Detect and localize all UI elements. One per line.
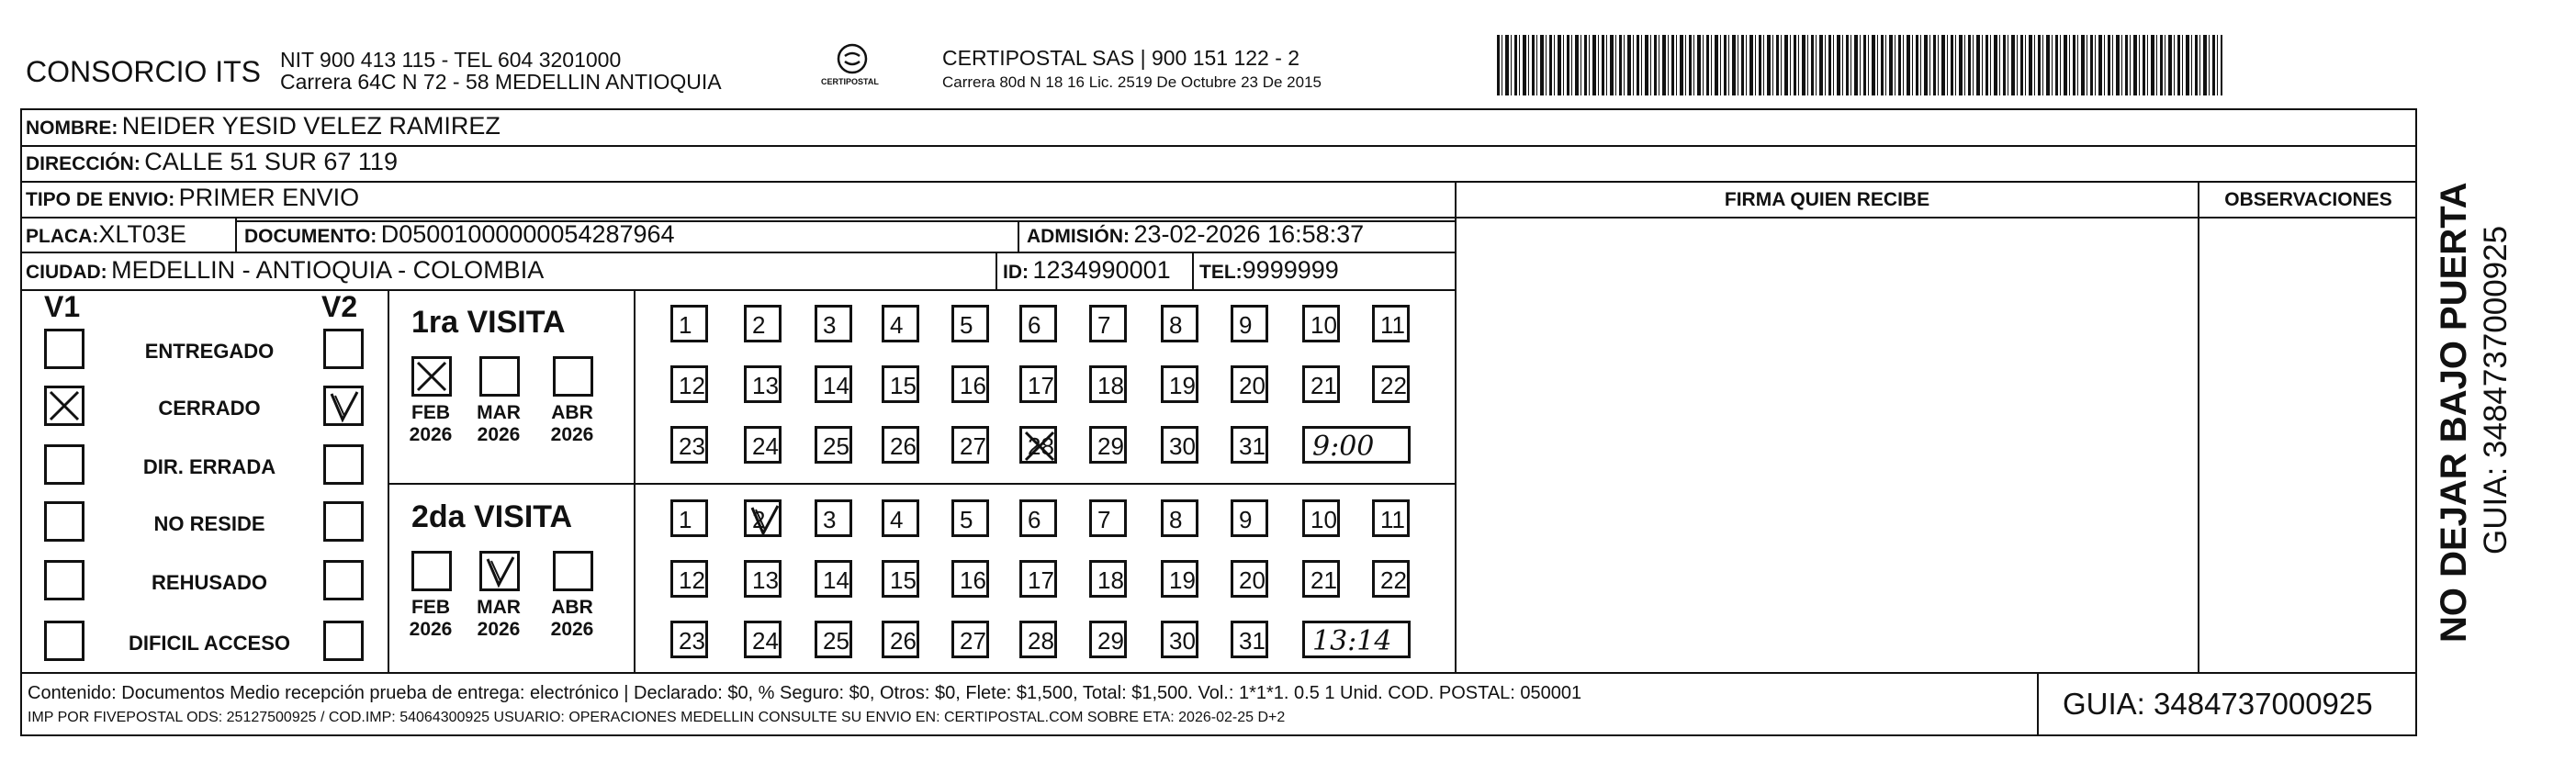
nombre-value: NEIDER YESID VELEZ RAMIREZ (121, 112, 501, 140)
col-divider (2037, 672, 2039, 736)
day-number: 16 (960, 566, 986, 594)
col-divider (634, 289, 636, 673)
col-divider (388, 289, 389, 673)
day-number: 25 (823, 627, 849, 655)
v1-checkbox[interactable] (44, 329, 84, 369)
day-number: 28 (1028, 627, 1054, 655)
day-cell[interactable] (1019, 499, 1057, 537)
id-value: 1234990001 (1032, 256, 1171, 284)
day-number: 1 (679, 506, 692, 533)
month-year: 2026 (477, 424, 521, 445)
month-year: 2026 (477, 619, 521, 640)
v1-header: V1 (44, 290, 81, 323)
v2-header: V2 (321, 290, 358, 323)
status-label: DIFICIL ACCESO (128, 632, 290, 655)
day-number: 24 (752, 627, 779, 655)
day-number: 23 (679, 432, 705, 460)
day-number: 27 (960, 627, 986, 655)
ciudad-value: MEDELLIN - ANTIOQUIA - COLOMBIA (111, 256, 545, 284)
day-cell[interactable] (882, 621, 919, 658)
day-number: 24 (752, 432, 779, 460)
day-cell[interactable] (951, 499, 989, 537)
day-number: 4 (890, 311, 904, 339)
month-year: 2026 (550, 424, 594, 445)
day-number: 20 (1239, 372, 1266, 399)
day-number: 6 (1028, 506, 1041, 533)
month-year: 2026 (409, 619, 453, 640)
v1-checkbox[interactable] (44, 560, 84, 600)
barcode (1497, 35, 2222, 95)
v2-checkbox[interactable] (323, 621, 364, 661)
day-number: 22 (1380, 372, 1407, 399)
v2-checkbox[interactable] (323, 501, 364, 542)
no-dejar-warning: NO DEJAR BAJO PUERTA (2434, 182, 2474, 643)
col-divider (2198, 181, 2199, 673)
day-number: 8 (1169, 311, 1183, 339)
day-cell[interactable] (882, 499, 919, 537)
month-checkbox[interactable] (553, 551, 593, 591)
logo-text: CERTIPOSTAL (821, 77, 879, 86)
day-cell[interactable] (744, 560, 782, 598)
day-cell[interactable] (1089, 426, 1127, 464)
documento-value: D05001000000054287964 (380, 220, 675, 248)
day-number: 20 (1239, 566, 1266, 594)
day-cell[interactable] (951, 365, 989, 403)
month-label (408, 402, 454, 446)
day-cell[interactable] (815, 621, 852, 658)
day-cell[interactable] (1019, 426, 1057, 464)
day-number: 5 (960, 506, 973, 533)
month-checkbox[interactable] (479, 551, 520, 591)
month-checkbox[interactable] (553, 356, 593, 397)
status-label: DIR. ERRADA (142, 455, 276, 478)
day-cell[interactable] (1302, 365, 1340, 403)
day-cell[interactable] (1231, 621, 1268, 658)
day-number: 29 (1097, 432, 1124, 460)
day-cell[interactable] (744, 621, 782, 658)
day-cell[interactable] (1372, 305, 1410, 342)
col-divider (1018, 220, 1019, 252)
day-cell[interactable] (882, 560, 919, 598)
day-number: 12 (679, 372, 705, 399)
row-divider (20, 252, 1455, 253)
day-cell[interactable] (1302, 305, 1340, 342)
day-cell[interactable] (1161, 365, 1198, 403)
day-number: 3 (823, 506, 837, 533)
certipostal-line2: Carrera 80d N 18 16 Lic. 2519 De Octubre 23 De 2015 (942, 73, 1322, 91)
day-cell[interactable] (1089, 499, 1127, 537)
company-address: Carrera 64C N 72 - 58 MEDELLIN ANTIOQUIA (280, 70, 722, 94)
time-handwritten: 13:14 (1312, 625, 1392, 657)
tel-value: 9999999 (1242, 256, 1339, 284)
day-cell[interactable] (1161, 560, 1198, 598)
observaciones-header: OBSERVACIONES (2224, 189, 2392, 210)
day-cell[interactable] (815, 305, 852, 342)
day-number: 19 (1169, 372, 1196, 399)
day-cell[interactable] (951, 426, 989, 464)
day-cell[interactable] (951, 621, 989, 658)
direccion-value: CALLE 51 SUR 67 119 (144, 148, 398, 175)
day-cell[interactable] (1372, 560, 1410, 598)
month-label (476, 402, 522, 446)
day-cell[interactable] (882, 426, 919, 464)
day-number: 26 (890, 432, 917, 460)
month-label (408, 597, 454, 641)
day-number: 5 (960, 311, 973, 339)
month-label (549, 597, 595, 641)
company-name: CONSORCIO ITS (26, 55, 262, 88)
day-number: 10 (1310, 506, 1337, 533)
documento-label: DOCUMENTO: (244, 226, 377, 247)
day-number: 2 (752, 506, 766, 533)
day-cell[interactable] (1089, 621, 1127, 658)
day-cell[interactable] (1302, 560, 1340, 598)
id-label: ID: (1003, 262, 1029, 283)
day-number: 7 (1097, 311, 1111, 339)
day-cell[interactable] (1089, 365, 1127, 403)
day-cell[interactable] (1231, 426, 1268, 464)
placa-value: XLT03E (98, 220, 186, 248)
v1-checkbox[interactable] (44, 386, 84, 426)
placa-label: PLACA: (26, 226, 99, 247)
day-cell[interactable] (951, 305, 989, 342)
tipo-envio-value: PRIMER ENVIO (178, 184, 360, 211)
row-divider (20, 145, 2417, 147)
status-label: CERRADO (158, 397, 261, 420)
day-number: 19 (1169, 566, 1196, 594)
time-box[interactable] (1302, 426, 1411, 464)
status-label: NO RESIDE (153, 512, 265, 535)
v1-checkbox[interactable] (44, 501, 84, 542)
day-cell[interactable] (1161, 305, 1198, 342)
day-cell[interactable] (1161, 426, 1198, 464)
time-handwritten: 9:00 (1312, 431, 1375, 463)
day-number: 15 (890, 372, 917, 399)
day-cell[interactable] (815, 365, 852, 403)
day-number: 25 (823, 432, 849, 460)
day-number: 30 (1169, 627, 1196, 655)
day-number: 1 (679, 311, 692, 339)
day-cell[interactable] (815, 426, 852, 464)
day-number: 18 (1097, 566, 1124, 594)
day-cell[interactable] (815, 499, 852, 537)
day-cell[interactable] (744, 365, 782, 403)
row-divider (20, 289, 1455, 291)
day-cell[interactable] (1231, 499, 1268, 537)
day-cell[interactable] (1089, 560, 1127, 598)
day-cell[interactable] (670, 621, 708, 658)
month-name: ABR (551, 402, 593, 423)
month-year: 2026 (409, 424, 453, 445)
day-number: 14 (823, 372, 849, 399)
day-number: 14 (823, 566, 849, 594)
day-number: 31 (1239, 627, 1266, 655)
day-number: 15 (890, 566, 917, 594)
day-number: 11 (1380, 311, 1405, 339)
day-cell[interactable] (670, 499, 708, 537)
visit-title: 2da VISITA (411, 499, 573, 534)
day-number: 17 (1028, 566, 1054, 594)
admision-value: 23-02-2026 16:58:37 (1133, 220, 1365, 248)
month-year: 2026 (550, 619, 594, 640)
day-number: 18 (1097, 372, 1124, 399)
day-cell[interactable] (744, 499, 782, 537)
visit-title: 1ra VISITA (411, 305, 566, 340)
day-cell[interactable] (1019, 365, 1057, 403)
day-cell[interactable] (670, 426, 708, 464)
day-cell[interactable] (1372, 365, 1410, 403)
month-checkbox[interactable] (479, 356, 520, 397)
day-number: 26 (890, 627, 917, 655)
footer-guia: GUIA: 3484737000925 (2063, 687, 2373, 721)
day-number: 8 (1169, 506, 1183, 533)
day-cell[interactable] (1019, 305, 1057, 342)
day-cell[interactable] (1019, 560, 1057, 598)
day-number: 27 (960, 432, 986, 460)
company-nit-tel: NIT 900 413 115 - TEL 604 3201000 (280, 48, 622, 72)
col-divider (1192, 253, 1194, 289)
month-checkbox[interactable] (411, 356, 452, 397)
v1-checkbox[interactable] (44, 444, 84, 485)
day-number: 13 (752, 566, 779, 594)
day-cell[interactable] (1231, 365, 1268, 403)
row-divider (20, 672, 2417, 674)
day-number: 30 (1169, 432, 1196, 460)
v2-checkbox[interactable] (323, 329, 364, 369)
day-cell[interactable] (951, 560, 989, 598)
certipostal-logo (816, 40, 889, 97)
tipo-envio-label: TIPO DE ENVIO: (26, 189, 175, 210)
day-number: 10 (1310, 311, 1337, 339)
day-cell[interactable] (1161, 621, 1198, 658)
day-cell[interactable] (1231, 305, 1268, 342)
day-number: 6 (1028, 311, 1041, 339)
col-divider (1455, 181, 1457, 673)
day-cell[interactable] (670, 305, 708, 342)
direccion-label: DIRECCIÓN: (26, 153, 141, 174)
day-cell[interactable] (1231, 560, 1268, 598)
nombre-label: NOMBRE: (26, 118, 118, 139)
month-name: ABR (551, 597, 593, 618)
day-number: 23 (679, 627, 705, 655)
time-box[interactable] (1302, 621, 1411, 658)
day-number: 21 (1310, 372, 1337, 399)
status-label: REHUSADO (152, 571, 267, 594)
month-name: MAR (477, 402, 521, 423)
day-cell[interactable] (744, 305, 782, 342)
day-number: 9 (1239, 311, 1253, 339)
v2-checkbox[interactable] (323, 386, 364, 426)
day-cell[interactable] (670, 560, 708, 598)
day-number: 2 (752, 311, 766, 339)
status-label: ENTREGADO (144, 340, 275, 363)
month-name: FEB (411, 402, 450, 423)
day-cell[interactable] (882, 365, 919, 403)
day-number: 3 (823, 311, 837, 339)
ciudad-label: CIUDAD: (26, 262, 107, 283)
row-divider (388, 483, 1455, 485)
day-cell[interactable] (1302, 499, 1340, 537)
month-checkbox[interactable] (411, 551, 452, 591)
tel-label: TEL: (1199, 262, 1243, 283)
day-number: 7 (1097, 506, 1111, 533)
row-divider (20, 217, 2417, 218)
day-number: 22 (1380, 566, 1407, 594)
day-cell[interactable] (670, 365, 708, 403)
month-label (476, 597, 522, 641)
firma-header: FIRMA QUIEN RECIBE (1724, 189, 1930, 210)
row-divider (20, 181, 2417, 183)
day-cell[interactable] (1161, 499, 1198, 537)
v1-checkbox[interactable] (44, 621, 84, 661)
certipostal-line1: CERTIPOSTAL SAS | 900 151 122 - 2 (942, 46, 1300, 70)
day-number: 4 (890, 506, 904, 533)
day-number: 13 (752, 372, 779, 399)
day-cell[interactable] (744, 426, 782, 464)
admision-label: ADMISIÓN: (1027, 226, 1130, 247)
day-cell[interactable] (1372, 499, 1410, 537)
day-number: 16 (960, 372, 986, 399)
month-name: MAR (477, 597, 521, 618)
day-number: 29 (1097, 627, 1124, 655)
day-number: 9 (1239, 506, 1253, 533)
col-divider (996, 253, 997, 289)
day-cell[interactable] (882, 305, 919, 342)
month-name: FEB (411, 597, 450, 618)
side-guia: GUIA: 3484737000925 (2478, 225, 2514, 555)
day-number: 31 (1239, 432, 1266, 460)
day-cell[interactable] (1019, 621, 1057, 658)
day-cell[interactable] (815, 560, 852, 598)
footer-contenido: Contenido: Documentos Medio recepción prueba de entrega: electrónico | Declarado: $0, % Seguro: $0, Otros: $0, Flete: $1,500, Total: $1,500. Vol.: 1*1*1. 0.5 1 Unid. COD. POSTAL: 050001 (28, 683, 1582, 703)
v2-checkbox[interactable] (323, 560, 364, 600)
day-number: 28 (1028, 432, 1054, 460)
day-cell[interactable] (1089, 305, 1127, 342)
month-label (549, 402, 595, 446)
day-number: 12 (679, 566, 705, 594)
footer-impresion: IMP POR FIVEPOSTAL ODS: 25127500925 / COD.IMP: 54064300925 USUARIO: OPERACIONES MEDELLIN CONSULTE SU ENVIO EN: CERTIPOSTAL.COM SOBRE ETA: 2026-02-25 D+2 (28, 710, 1286, 725)
day-number: 11 (1380, 506, 1405, 533)
day-number: 21 (1310, 566, 1337, 594)
v2-checkbox[interactable] (323, 444, 364, 485)
day-number: 17 (1028, 372, 1054, 399)
